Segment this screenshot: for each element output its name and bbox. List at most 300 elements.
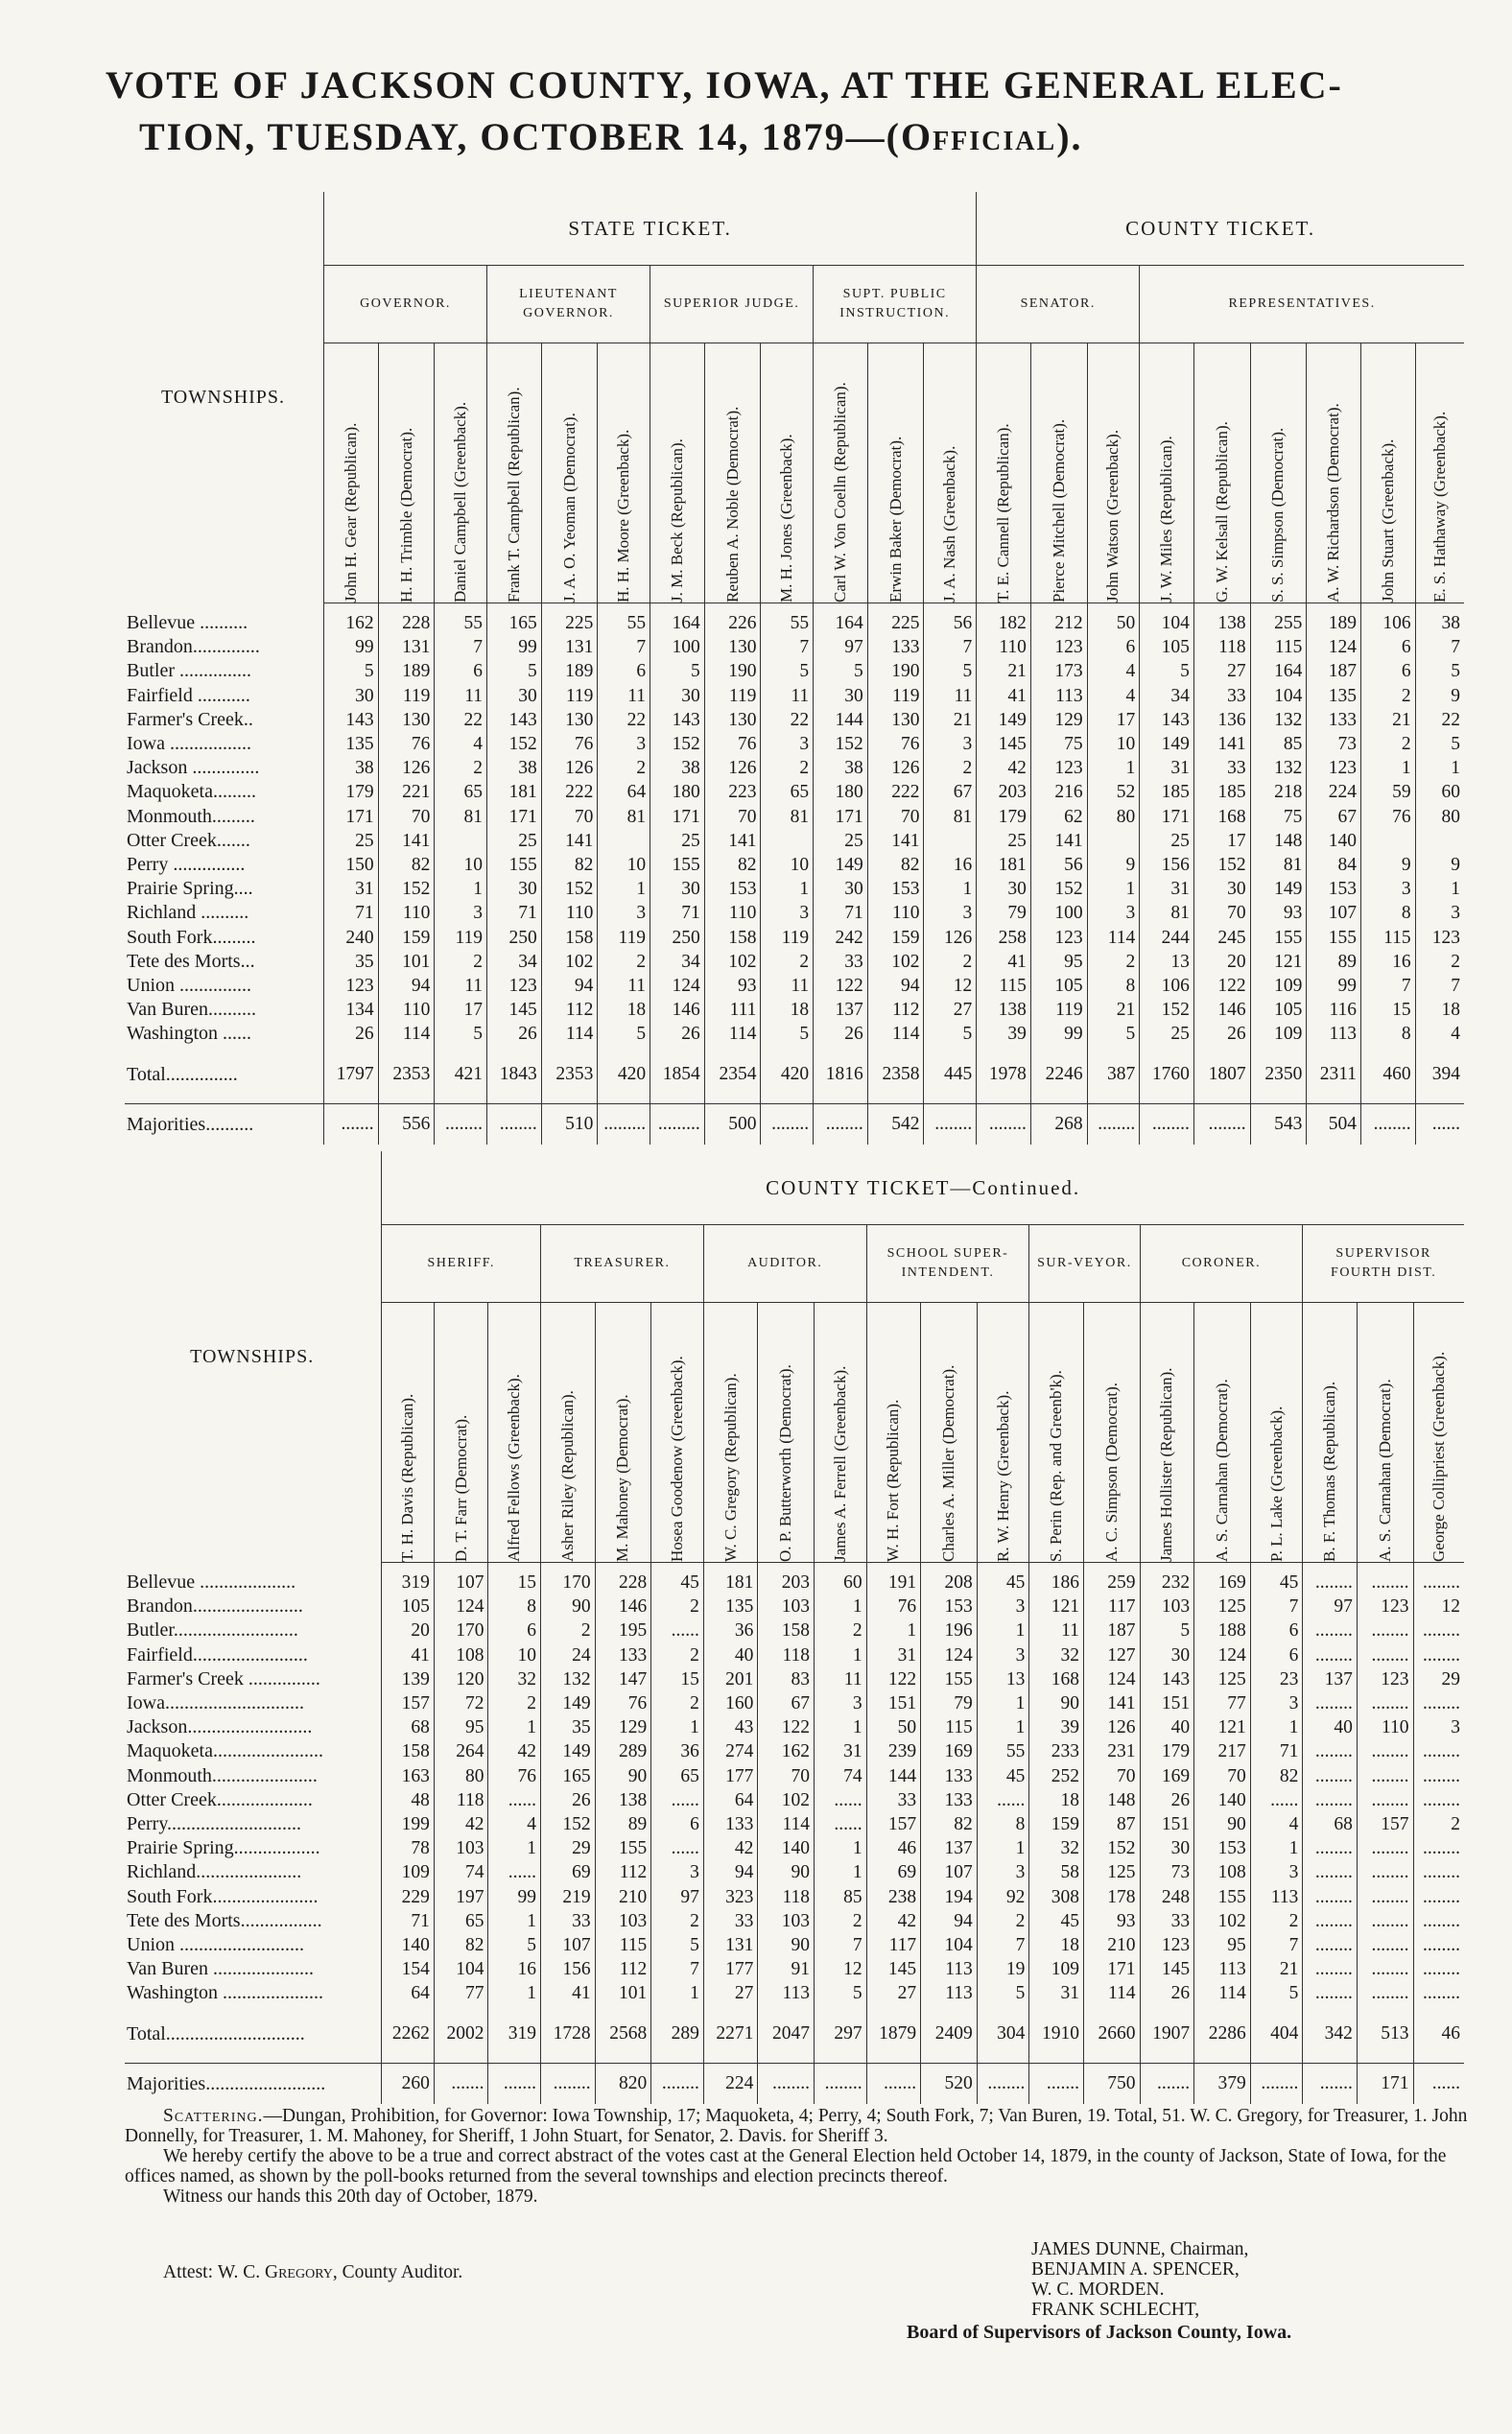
- vote-count: 125: [1194, 1595, 1251, 1619]
- vote-count: 27: [1193, 659, 1250, 683]
- vote-count: 145: [1140, 1957, 1194, 1981]
- vote-count: 1: [1087, 877, 1140, 901]
- vote-count: 75: [1250, 805, 1307, 829]
- candidate-name: M. Mahoney (Democrat).: [613, 1394, 632, 1562]
- table-row: [125, 1812, 1464, 1836]
- vote-count: 5: [761, 659, 814, 683]
- vote-count: 133: [1307, 708, 1361, 732]
- vote-count: 158: [704, 925, 761, 949]
- vote-count: 87: [1083, 1812, 1140, 1836]
- total-row-value: 289: [651, 2005, 704, 2064]
- vote-count: 319: [382, 1571, 435, 1595]
- vote-count: 5: [488, 1933, 541, 1957]
- vote-count: 113: [921, 1957, 978, 1981]
- vote-count: 70: [867, 805, 924, 829]
- vote-count: 34: [1140, 684, 1194, 708]
- vote-count: 107: [541, 1933, 596, 1957]
- majorities-row-value: ........: [435, 1104, 487, 1146]
- vote-count: 5: [487, 659, 542, 683]
- table-row: [125, 1884, 1464, 1908]
- vote-count: 157: [866, 1812, 921, 1836]
- table-row: [125, 1836, 1464, 1860]
- vote-count: 151: [1140, 1812, 1194, 1836]
- vote-count: 2: [815, 1619, 867, 1642]
- majorities-row-value: .......: [1140, 2064, 1194, 2105]
- vote-count: 153: [867, 877, 924, 901]
- total-row-value: 1797: [324, 1046, 379, 1104]
- vote-count: 60: [815, 1571, 867, 1595]
- vote-count: 21: [1250, 1957, 1303, 1981]
- vote-count: 131: [703, 1933, 758, 1957]
- township-name: South Fork......................: [127, 1885, 319, 1907]
- vote-count: 2: [651, 1909, 704, 1933]
- vote-count: 149: [814, 853, 868, 877]
- vote-count: 114: [541, 1022, 598, 1046]
- vote-count: 82: [541, 853, 598, 877]
- vote-count: 225: [867, 611, 924, 635]
- vote-count: 22: [598, 708, 650, 732]
- vote-count: 3: [598, 901, 650, 925]
- vote-count: 1: [488, 1909, 541, 1933]
- vote-count: 232: [1140, 1571, 1194, 1595]
- vote-count: 99: [324, 635, 379, 659]
- vote-count: 17: [1087, 708, 1140, 732]
- vote-count: 181: [703, 1571, 758, 1595]
- vote-count: 119: [541, 684, 598, 708]
- vote-count: 245: [1193, 925, 1250, 949]
- vote-count: 85: [1250, 732, 1307, 756]
- vote-count: 308: [1029, 1884, 1084, 1908]
- vote-count: 52: [1087, 780, 1140, 804]
- total-row-value: 387: [1087, 1046, 1140, 1104]
- candidate-name: M. H. Jones (Greenback).: [777, 434, 796, 603]
- vote-count: 26: [814, 1022, 868, 1046]
- vote-count: 2: [1413, 1812, 1464, 1836]
- vote-count: ........: [1357, 1764, 1413, 1788]
- vote-count: 4: [435, 732, 487, 756]
- vote-count: 179: [1140, 1739, 1194, 1763]
- vote-count: 169: [1194, 1571, 1251, 1595]
- vote-count: 3: [815, 1691, 867, 1715]
- vote-count: 118: [1193, 635, 1250, 659]
- vote-count: 221: [378, 780, 435, 804]
- vote-count: 168: [1029, 1667, 1084, 1691]
- vote-count: 4: [1087, 684, 1140, 708]
- total-row-value: 394: [1415, 1046, 1464, 1104]
- office-group-header: SENATOR.: [977, 266, 1140, 343]
- signature-chairman: JAMES DUNNE, Chairman,: [1031, 2239, 1249, 2259]
- vote-count: 3: [977, 1860, 1029, 1884]
- vote-count: 33: [866, 1788, 921, 1812]
- vote-count: 169: [1140, 1764, 1194, 1788]
- table-row: [125, 925, 1464, 949]
- vote-count: 3: [1250, 1691, 1303, 1715]
- vote-count: 7: [924, 635, 977, 659]
- township-name: Monmouth.........: [127, 805, 255, 827]
- candidate-header: [758, 1303, 815, 1563]
- vote-count: 188: [1194, 1619, 1251, 1642]
- vote-count: 69: [866, 1860, 921, 1884]
- vote-count: 131: [541, 635, 598, 659]
- township-name: Van Buren .....................: [127, 1958, 314, 1980]
- vote-count: 26: [650, 1022, 705, 1046]
- vote-count: 31: [1029, 1981, 1084, 2005]
- candidate-header: [1193, 343, 1250, 603]
- vote-count: 46: [866, 1836, 921, 1860]
- majorities-row-value: ........: [758, 2064, 815, 2105]
- vote-count: 2: [815, 1909, 867, 1933]
- vote-count: 93: [1083, 1909, 1140, 1933]
- vote-count: 45: [977, 1764, 1029, 1788]
- vote-count: 124: [921, 1643, 978, 1667]
- vote-count: 185: [1140, 780, 1194, 804]
- vote-count: 42: [977, 756, 1031, 780]
- vote-count: 1: [815, 1860, 867, 1884]
- vote-count: 27: [866, 1981, 921, 2005]
- vote-count: 76: [704, 732, 761, 756]
- vote-count: 90: [595, 1764, 651, 1788]
- vote-count: 190: [704, 659, 761, 683]
- candidate-name: A. C. Simpson (Democrat).: [1101, 1382, 1121, 1562]
- vote-count: 113: [1030, 684, 1087, 708]
- vote-count: 6: [1250, 1619, 1303, 1642]
- township-name: Perry ...............: [127, 853, 246, 875]
- vote-count: 90: [1029, 1691, 1084, 1715]
- total-row: [125, 1046, 1464, 1104]
- vote-count: 137: [1303, 1667, 1358, 1691]
- vote-count: 139: [382, 1667, 435, 1691]
- vote-count: 145: [487, 998, 542, 1022]
- vote-count: 119: [867, 684, 924, 708]
- vote-count: 148: [1250, 829, 1307, 853]
- vote-count: 2: [977, 1909, 1029, 1933]
- majorities-row-value: 268: [1030, 1104, 1087, 1146]
- vote-count: ......: [651, 1788, 704, 1812]
- vote-count: 5: [761, 1022, 814, 1046]
- vote-count: ......: [977, 1788, 1029, 1812]
- vote-count: 109: [382, 1860, 435, 1884]
- vote-count: 130: [704, 708, 761, 732]
- vote-count: 1: [598, 877, 650, 901]
- vote-count: 178: [1083, 1884, 1140, 1908]
- township-name: Bellevue ....................: [127, 1571, 296, 1594]
- vote-count: 126: [924, 925, 977, 949]
- vote-count: 71: [650, 901, 705, 925]
- township-name: Brandon..............: [127, 636, 260, 658]
- vote-count: 94: [703, 1860, 758, 1884]
- vote-count: 26: [541, 1788, 596, 1812]
- vote-count: 32: [488, 1667, 541, 1691]
- vote-count: 2: [651, 1595, 704, 1619]
- vote-count: 3: [1087, 901, 1140, 925]
- total-row-value: 420: [598, 1046, 650, 1104]
- township-name: Otter Creek....................: [127, 1788, 313, 1810]
- vote-count: 100: [650, 635, 705, 659]
- office-group-header: LIEUTENANT GOVERNOR.: [487, 266, 650, 343]
- total-row-value: 2660: [1083, 2005, 1140, 2064]
- vote-count: 26: [1140, 1981, 1194, 2005]
- vote-count: 11: [1029, 1619, 1084, 1642]
- township-name: Brandon.......................: [127, 1595, 303, 1618]
- vote-count: 11: [598, 684, 650, 708]
- vote-count: 149: [1250, 877, 1307, 901]
- vote-count: 19: [977, 1957, 1029, 1981]
- vote-count: ........: [1413, 1933, 1464, 1957]
- vote-count: 152: [1083, 1836, 1140, 1860]
- table-row: [125, 974, 1464, 998]
- table-row: [125, 1957, 1464, 1981]
- vote-count: 82: [434, 1933, 488, 1957]
- vote-count: 30: [1140, 1836, 1194, 1860]
- vote-count: 196: [921, 1619, 978, 1642]
- vote-count: 162: [324, 611, 379, 635]
- vote-count: 6: [598, 659, 650, 683]
- township-name: Prairie Spring..................: [127, 1837, 320, 1859]
- vote-count: 22: [1415, 708, 1464, 732]
- vote-count: 228: [378, 611, 435, 635]
- vote-count: 6: [1250, 1643, 1303, 1667]
- vote-count: ........: [1357, 1909, 1413, 1933]
- vote-count: 155: [650, 853, 705, 877]
- townships-header: TOWNSHIPS.: [160, 386, 286, 408]
- vote-count: 42: [434, 1812, 488, 1836]
- vote-count: 41: [382, 1643, 435, 1667]
- township-name: South Fork.........: [127, 926, 256, 948]
- candidate-header: [487, 343, 542, 603]
- vote-count: 152: [1030, 877, 1087, 901]
- table-row: [125, 1667, 1464, 1691]
- candidate-header: [541, 343, 598, 603]
- certification-note: We hereby certify the above to be a true and correct abstract of the votes cast at the General Election held October 14, 1879, in the county of Jackson, State of Iowa, for the offices named, as shown by the poll-books returned from the several townships and election precincts thereof.: [125, 2146, 1447, 2186]
- vote-count: 123: [1030, 756, 1087, 780]
- candidate-header: [1083, 1303, 1140, 1563]
- total-row-value: 1843: [487, 1046, 542, 1104]
- total-row-value: 2358: [867, 1046, 924, 1104]
- vote-count: 45: [977, 1571, 1029, 1595]
- majorities-row-value: 224: [703, 2064, 758, 2105]
- vote-count: 141: [1193, 732, 1250, 756]
- vote-count: 72: [434, 1691, 488, 1715]
- total-row-value: 2271: [703, 2005, 758, 2064]
- candidate-header: [1030, 343, 1087, 603]
- vote-count: 129: [1030, 708, 1087, 732]
- vote-count: 152: [1140, 998, 1194, 1022]
- township-name: Fairfield ...........: [127, 684, 250, 706]
- vote-count: 5: [1140, 1619, 1194, 1642]
- vote-count: 42: [488, 1739, 541, 1763]
- vote-count: 1: [1415, 877, 1464, 901]
- vote-count: 141: [378, 829, 435, 853]
- table-row: [125, 684, 1464, 708]
- majorities-row-value: .........: [598, 1104, 650, 1146]
- vote-count: 50: [866, 1715, 921, 1739]
- vote-count: 125: [1083, 1860, 1140, 1884]
- vote-count: 126: [378, 756, 435, 780]
- vote-count: 70: [758, 1764, 815, 1788]
- vote-count: 29: [541, 1836, 596, 1860]
- vote-count: 33: [1193, 684, 1250, 708]
- vote-count: 31: [1140, 877, 1194, 901]
- candidate-name: G. W. Kelsall (Republican).: [1212, 421, 1231, 603]
- candidate-header: [1140, 343, 1194, 603]
- total-row-value: 1816: [814, 1046, 868, 1104]
- vote-count: 7: [435, 635, 487, 659]
- vote-count: 210: [595, 1884, 651, 1908]
- vote-count: 136: [1193, 708, 1250, 732]
- vote-count: 2: [924, 756, 977, 780]
- vote-count: 15: [488, 1571, 541, 1595]
- candidate-header: [1307, 343, 1361, 603]
- table-row: [125, 950, 1464, 974]
- vote-count: 2: [1361, 684, 1416, 708]
- vote-count: 56: [1030, 853, 1087, 877]
- vote-count: 141: [704, 829, 761, 853]
- vote-count: 55: [598, 611, 650, 635]
- vote-count: 1: [651, 1715, 704, 1739]
- vote-count: ........: [1413, 1860, 1464, 1884]
- vote-count: 31: [815, 1739, 867, 1763]
- vote-count: 1: [1087, 756, 1140, 780]
- table-row: [125, 1715, 1464, 1739]
- vote-count: 1: [977, 1715, 1029, 1739]
- township-name: Jackson ..............: [127, 757, 260, 779]
- township-name: Bellevue ..........: [127, 612, 248, 634]
- vote-count: 42: [866, 1909, 921, 1933]
- vote-count: 126: [867, 756, 924, 780]
- vote-count: 3: [1250, 1860, 1303, 1884]
- vote-count: 45: [651, 1571, 704, 1595]
- candidate-header: [651, 1303, 704, 1563]
- vote-count: 112: [541, 998, 598, 1022]
- vote-count: 123: [1357, 1595, 1413, 1619]
- majorities-row-value: ........: [814, 1104, 868, 1146]
- vote-count: [924, 829, 977, 853]
- vote-count: 123: [1140, 1933, 1194, 1957]
- vote-count: 89: [595, 1812, 651, 1836]
- vote-count: 106: [1140, 974, 1194, 998]
- vote-count: 26: [324, 1022, 379, 1046]
- vote-count: 177: [703, 1764, 758, 1788]
- vote-count: 120: [434, 1667, 488, 1691]
- vote-count: 41: [541, 1981, 596, 2005]
- vote-count: 2: [488, 1691, 541, 1715]
- vote-count: 229: [382, 1884, 435, 1908]
- vote-count: 70: [541, 805, 598, 829]
- majorities-row-value: ........: [541, 2064, 596, 2105]
- vote-count: 55: [435, 611, 487, 635]
- vote-count: 1: [866, 1619, 921, 1642]
- table-row: [125, 756, 1464, 780]
- vote-count: 59: [1361, 780, 1416, 804]
- table-row: [125, 1788, 1464, 1812]
- vote-count: 82: [378, 853, 435, 877]
- township-name: Butler..........................: [127, 1619, 298, 1642]
- vote-count: 144: [814, 708, 868, 732]
- vote-count: 84: [1307, 853, 1361, 877]
- vote-count: 133: [703, 1812, 758, 1836]
- vote-count: 151: [866, 1691, 921, 1715]
- vote-count: 34: [650, 950, 705, 974]
- vote-count: 81: [435, 805, 487, 829]
- vote-count: 7: [977, 1933, 1029, 1957]
- vote-count: 4: [1415, 1022, 1464, 1046]
- candidate-header: [1087, 343, 1140, 603]
- vote-count: 99: [487, 635, 542, 659]
- vote-count: 11: [761, 974, 814, 998]
- township-name: Butler ...............: [127, 660, 251, 682]
- candidate-header: [921, 1303, 978, 1563]
- candidate-name: Pierce Mitchell (Democrat).: [1049, 418, 1068, 603]
- table-row: [125, 1571, 1464, 1595]
- candidate-header: [703, 1303, 758, 1563]
- total-row: [125, 2005, 1464, 2064]
- vote-count: 105: [1140, 635, 1194, 659]
- vote-count: 74: [815, 1764, 867, 1788]
- vote-count: 222: [867, 780, 924, 804]
- vote-count: 18: [598, 998, 650, 1022]
- vote-count: 5: [1250, 1981, 1303, 2005]
- vote-count: 171: [814, 805, 868, 829]
- majorities-row: [125, 1104, 1464, 1146]
- candidate-header: [595, 1303, 651, 1563]
- vote-count: 105: [382, 1595, 435, 1619]
- vote-count: 2: [761, 756, 814, 780]
- vote-count: 71: [814, 901, 868, 925]
- total-row-value: 513: [1357, 2005, 1413, 2064]
- vote-count: 101: [595, 1981, 651, 2005]
- vote-count: ........: [1357, 1619, 1413, 1642]
- candidate-name: H. H. Trimble (Democrat).: [396, 427, 415, 603]
- vote-count: 185: [1193, 780, 1250, 804]
- total-row-value: 2002: [434, 2005, 488, 2064]
- majorities-row-value: 556: [378, 1104, 435, 1146]
- vote-count: 140: [758, 1836, 815, 1860]
- vote-count: ........: [1357, 1860, 1413, 1884]
- vote-count: 78: [382, 1836, 435, 1860]
- majorities-row-value: 379: [1194, 2064, 1251, 2105]
- vote-count: 10: [598, 853, 650, 877]
- vote-count: 1: [815, 1836, 867, 1860]
- vote-count: 102: [758, 1788, 815, 1812]
- candidate-header: [434, 1303, 488, 1563]
- candidate-name: J. W. Miles (Republican).: [1157, 436, 1176, 603]
- vote-count: 35: [541, 1715, 596, 1739]
- total-row-value: 1728: [541, 2005, 596, 2064]
- vote-count: 99: [1030, 1022, 1087, 1046]
- vote-count: 26: [1140, 1788, 1194, 1812]
- vote-count: 9: [1087, 853, 1140, 877]
- vote-count: 22: [435, 708, 487, 732]
- vote-count: 158: [541, 925, 598, 949]
- vote-count: 3: [761, 901, 814, 925]
- vote-count: 30: [650, 877, 705, 901]
- table-row: [125, 732, 1464, 756]
- notes-block: [125, 2106, 1468, 2207]
- vote-count: 68: [1303, 1812, 1358, 1836]
- table-row: [125, 611, 1464, 635]
- vote-count: 5: [814, 659, 868, 683]
- township-name: Washington .....................: [127, 1982, 324, 2004]
- total-row-value: 2350: [1250, 1046, 1307, 1104]
- vote-count: 135: [703, 1595, 758, 1619]
- candidate-name: B. F. Thomas (Republican).: [1320, 1381, 1339, 1562]
- vote-count: 25: [650, 829, 705, 853]
- office-group-header: GOVERNOR.: [324, 266, 487, 343]
- township-name: Van Buren..........: [127, 999, 256, 1021]
- candidate-header: [650, 343, 705, 603]
- vote-count: 81: [1140, 901, 1194, 925]
- candidate-header: [1413, 1303, 1464, 1563]
